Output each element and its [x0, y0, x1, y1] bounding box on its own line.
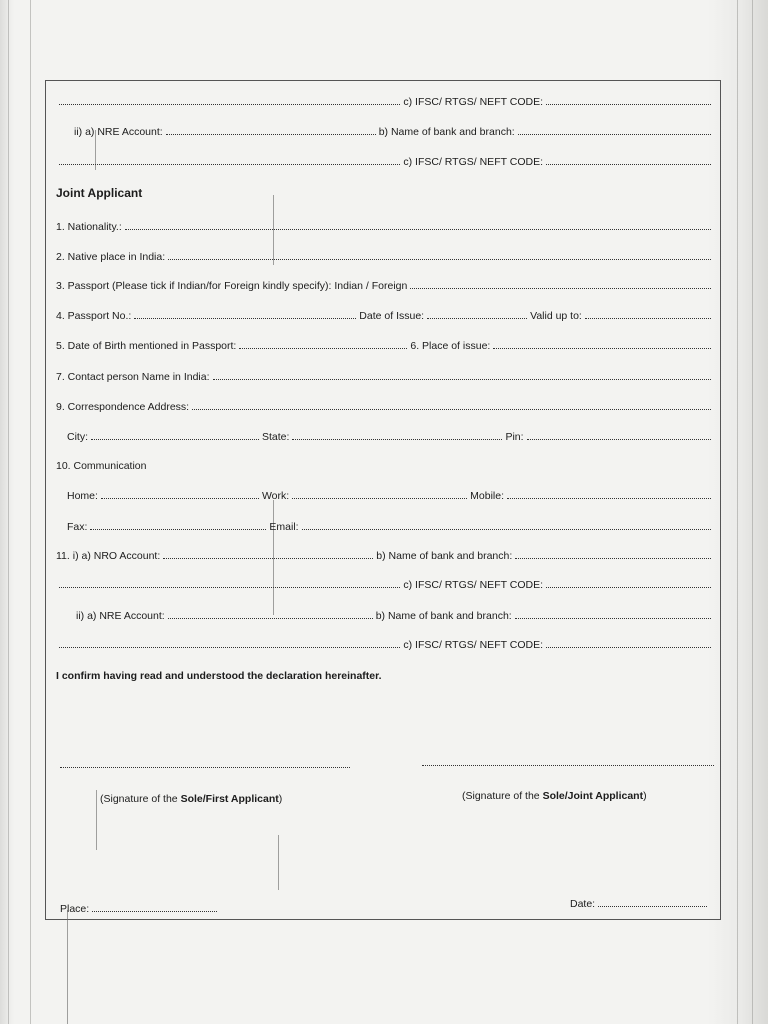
- bank-branch-label: b) Name of bank and branch:: [378, 126, 515, 138]
- dob-input[interactable]: [239, 339, 407, 349]
- date-of-issue-input[interactable]: [427, 309, 527, 319]
- declaration-text: I confirm having read and understood the declaration hereinafter.: [56, 670, 382, 682]
- scan-mark: [67, 910, 68, 1024]
- scan-crease: [30, 0, 31, 1024]
- scan-crease: [8, 0, 9, 1024]
- pin-label: Pin:: [505, 431, 524, 443]
- passport-type-label: 3. Passport (Please tick if Indian/for Foreign kindly specify): Indian / Foreign: [56, 280, 408, 292]
- fill-line[interactable]: [546, 95, 711, 105]
- form-row-ifsc-2: [56, 155, 714, 169]
- date-input[interactable]: [598, 897, 707, 907]
- date-of-issue-label: Date of Issue:: [359, 310, 425, 322]
- scan-mark: [96, 790, 97, 850]
- contact-person-input[interactable]: [213, 370, 711, 380]
- nre-account-label: ii) a) NRE Account:: [76, 610, 165, 622]
- work-label: Work:: [261, 490, 290, 502]
- field-contact-person: [56, 370, 714, 384]
- nre-ifsc-prefix-line[interactable]: [59, 638, 400, 648]
- form-row-ifsc-1: [56, 95, 714, 109]
- mobile-label: Mobile:: [470, 490, 505, 502]
- place-label: Place:: [60, 903, 90, 915]
- communication-heading: [56, 460, 714, 473]
- nre-account-input[interactable]: [168, 609, 373, 619]
- scan-mark: [278, 835, 279, 890]
- field-dob: [56, 339, 714, 353]
- nationality-input[interactable]: [125, 220, 711, 230]
- city-label: City:: [67, 431, 88, 443]
- field-place: [60, 902, 260, 916]
- fill-line[interactable]: [59, 95, 400, 105]
- work-input[interactable]: [292, 489, 467, 499]
- scan-edge-left: [0, 0, 14, 1024]
- nro-account-input[interactable]: [163, 549, 373, 559]
- field-fax-email: [67, 520, 714, 534]
- nro-bank-label: b) Name of bank and branch:: [376, 550, 513, 562]
- nre-account-label: ii) a) NRE Account:: [74, 126, 163, 138]
- nro-account-label: 11. i) a) NRO Account:: [56, 550, 161, 562]
- fill-line[interactable]: [166, 125, 376, 135]
- passport-no-input[interactable]: [134, 309, 356, 319]
- date-label: Date:: [570, 898, 596, 910]
- signature-line-first[interactable]: [60, 767, 350, 768]
- place-of-issue-label: 6. Place of issue:: [410, 340, 491, 352]
- fill-line[interactable]: [518, 125, 711, 135]
- field-passport-type: [56, 279, 714, 293]
- signature-line-joint[interactable]: [422, 765, 714, 766]
- valid-up-to-input[interactable]: [585, 309, 711, 319]
- passport-type-input[interactable]: [410, 279, 711, 289]
- nro-bank-input[interactable]: [515, 549, 711, 559]
- signature-label-first: (Signature of the Sole/First Applicant): [100, 793, 283, 805]
- nationality-label: 1. Nationality.:: [56, 221, 122, 233]
- correspondence-input[interactable]: [192, 400, 711, 410]
- native-place-input[interactable]: [168, 250, 711, 260]
- state-input[interactable]: [292, 430, 502, 440]
- email-input[interactable]: [302, 520, 711, 530]
- nre-bank-label: b) Name of bank and branch:: [375, 610, 512, 622]
- scan-crease: [752, 0, 753, 1024]
- email-label: Email:: [269, 521, 299, 533]
- passport-no-label: 4. Passport No.:: [56, 310, 132, 322]
- joint-applicant-heading: Joint Applicant: [56, 186, 143, 200]
- communication-label: 10. Communication: [56, 460, 147, 472]
- field-nro-ifsc: [56, 578, 714, 592]
- nro-ifsc-input[interactable]: [546, 578, 711, 588]
- correspondence-label: 9. Correspondence Address:: [56, 401, 190, 413]
- field-nationality: [56, 220, 714, 234]
- pin-input[interactable]: [527, 430, 711, 440]
- scan-crease: [737, 0, 738, 1024]
- nre-ifsc-input[interactable]: [546, 638, 711, 648]
- nre-bank-input[interactable]: [515, 609, 711, 619]
- ifsc-label: c) IFSC/ RTGS/ NEFT CODE:: [403, 96, 543, 108]
- nre-ifsc-label: c) IFSC/ RTGS/ NEFT CODE:: [403, 639, 543, 651]
- city-input[interactable]: [91, 430, 259, 440]
- valid-up-to-label: Valid up to:: [530, 310, 582, 322]
- nro-ifsc-prefix-line[interactable]: [59, 578, 400, 588]
- home-input[interactable]: [101, 489, 259, 499]
- field-correspondence: [56, 400, 714, 414]
- declaration-confirm: [56, 670, 714, 683]
- signature-label-joint: (Signature of the Sole/Joint Applicant): [462, 790, 647, 802]
- field-date: [570, 897, 710, 911]
- fill-line[interactable]: [546, 155, 711, 165]
- place-of-issue-input[interactable]: [493, 339, 711, 349]
- field-home-work-mobile: [67, 489, 714, 503]
- field-nre: [76, 609, 714, 623]
- native-place-label: 2. Native place in India:: [56, 251, 166, 263]
- field-native-place: [56, 250, 714, 264]
- field-nre-ifsc: [56, 638, 714, 652]
- field-nro: [56, 549, 714, 563]
- fax-label: Fax:: [67, 521, 88, 533]
- contact-person-label: 7. Contact person Name in India:: [56, 371, 210, 383]
- form-row-nre-1: [74, 125, 714, 139]
- fill-line[interactable]: [59, 155, 400, 165]
- field-passport-no: [56, 309, 714, 323]
- dob-label: 5. Date of Birth mentioned in Passport:: [56, 340, 237, 352]
- nro-ifsc-label: c) IFSC/ RTGS/ NEFT CODE:: [403, 579, 543, 591]
- ifsc-label: c) IFSC/ RTGS/ NEFT CODE:: [403, 156, 543, 168]
- home-label: Home:: [67, 490, 98, 502]
- place-input[interactable]: [92, 902, 217, 912]
- fax-input[interactable]: [90, 520, 266, 530]
- mobile-input[interactable]: [507, 489, 711, 499]
- state-label: State:: [262, 431, 290, 443]
- field-city-state-pin: [67, 430, 714, 444]
